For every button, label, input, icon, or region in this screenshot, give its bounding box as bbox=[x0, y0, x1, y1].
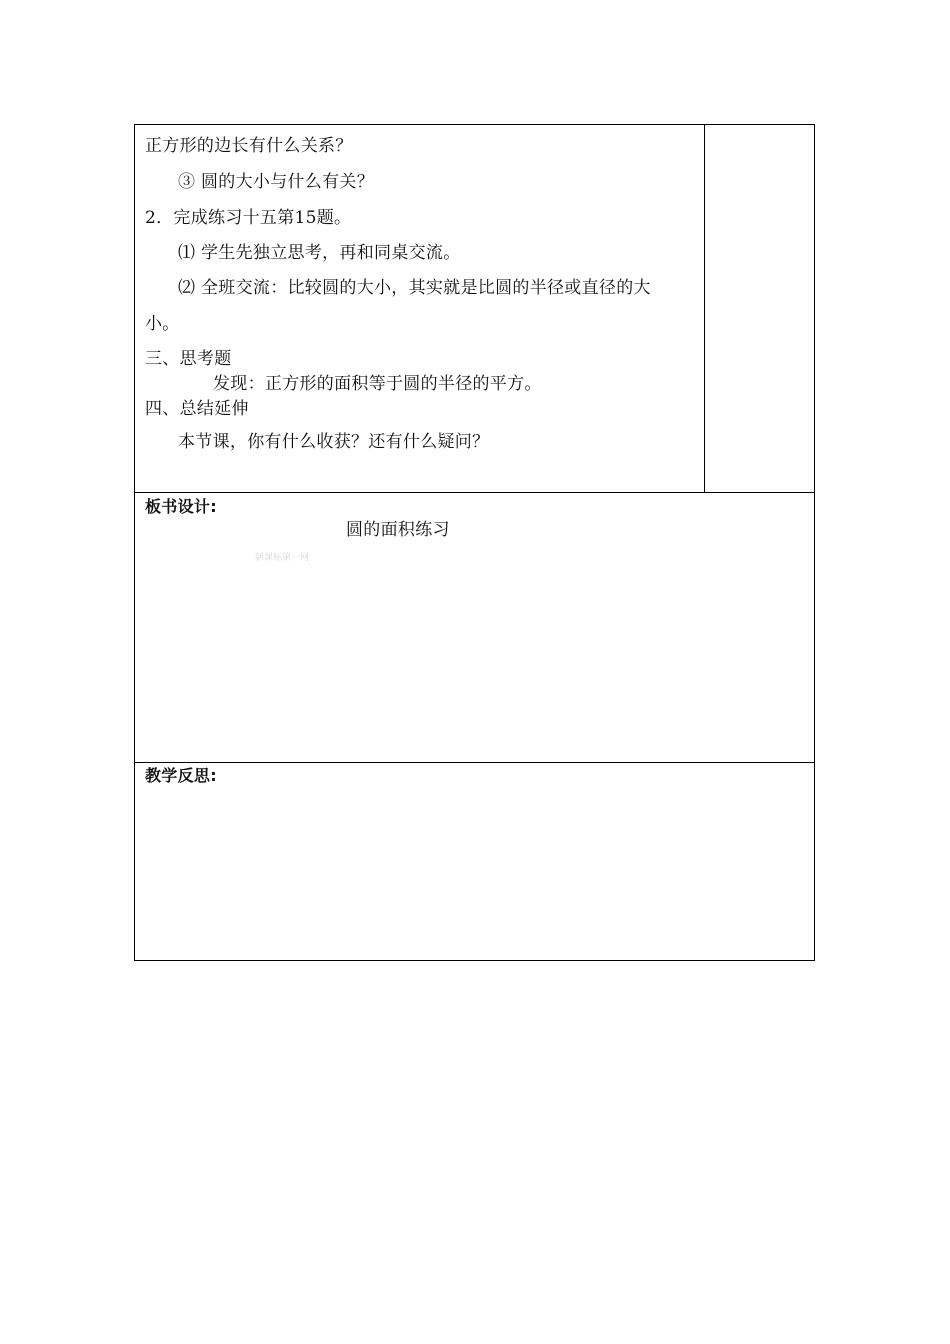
lesson-line-discovery: 发现：正方形的面积等于圆的半径的平方。 bbox=[213, 374, 542, 394]
section-heading-summary: 四、总结延伸 bbox=[145, 399, 249, 419]
watermark-text: 新课标第一网 bbox=[255, 553, 310, 563]
lesson-line-class-discuss: ⑵ 全班交流：比较圆的大小，其实就是比圆的半径或直径的大 bbox=[178, 278, 651, 298]
lesson-line-exercise: 2．完成练习十五第15题。 bbox=[145, 208, 352, 228]
lesson-line-summary-question: 本节课，你有什么收获？还有什么疑问？ bbox=[178, 432, 490, 452]
board-design-label: 板书设计: bbox=[145, 497, 217, 516]
lesson-plan-table bbox=[134, 124, 815, 961]
row-divider-board bbox=[135, 492, 814, 493]
teaching-reflection-label: 教学反思: bbox=[145, 766, 217, 785]
lesson-line-square-side: 正方形的边长有什么关系？ bbox=[145, 136, 353, 156]
row-divider-reflection bbox=[135, 762, 814, 763]
section-heading-thinking: 三、思考题 bbox=[145, 349, 232, 369]
column-divider bbox=[704, 125, 705, 492]
lesson-line-class-discuss-cont: 小。 bbox=[145, 314, 180, 334]
lesson-line-circle-size: ③ 圆的大小与什么有关？ bbox=[178, 172, 375, 192]
lesson-line-think-discuss: ⑴ 学生先独立思考，再和同桌交流。 bbox=[178, 243, 461, 263]
board-design-title: 圆的面积练习 bbox=[346, 520, 450, 540]
